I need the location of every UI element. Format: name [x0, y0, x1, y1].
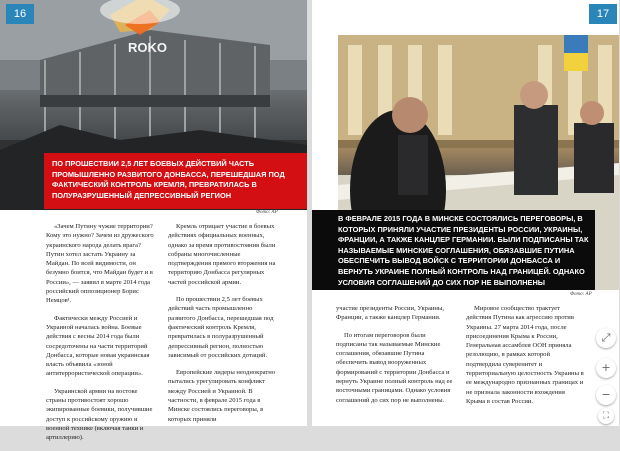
- paragraph: Фактически между Россией и Украиной началась война. Боевые действия с весны 2014 года были сосредоточены на части территорий Донбасса, которые новая украинская власть объявила «зоной антитеррористической операции».: [46, 314, 150, 378]
- left-photo-credit: Фото: AP: [256, 210, 278, 215]
- paragraph: «Зачем Путину чужие территории? Кому это нужно? Зачем из дружеского украинского народа делать врага? Путин хотел застать Украину за Майдан. По всей видимости, он безумно боится, что Майдан будет и в России», — заявил в марте 2014 года российский оппозиционер Борис Немцов¹.: [46, 223, 154, 305]
- right-photo-credit: Фото: AP: [570, 292, 592, 297]
- left-photo-caption: ПО ПРОШЕСТВИИ 2,5 ЛЕТ БОЕВЫХ ДЕЙСТВИЙ ЧАСТЬ ПРОМЫШЛЕННО РАЗВИТОГО ДОНБАССА, ПЕРЕШЕДШАЯ ПОД ФАКТИЧЕСКИЙ КОНТРОЛЬ КРЕМЛЯ, ПРЕВРАТИЛАСЬ В ПОЛУРАЗРУШЕННЫЙ ДЕПРЕССИВНЫЙ РЕГИОН: [44, 153, 307, 209]
- left-page-number: 16: [6, 4, 34, 24]
- paragraph: участие президенты России, Украины, Франции, а также канцлер Германии.: [336, 305, 445, 322]
- right-page-column-1: [336, 304, 456, 413]
- paragraph: По прошествии 2,5 лет боевых действий часть промышленно развитого Донбасса, перешедшая под фактический контроль Кремля, превратилась в полуразрушенный депрессивный регион, полностью зависимый от российских дотаций.: [168, 296, 274, 359]
- airport-sign-text: ROKO: [128, 40, 167, 55]
- fullscreen-button[interactable]: [598, 408, 614, 424]
- expand-button[interactable]: [596, 328, 616, 348]
- paragraph: По итогам переговоров были подписаны так называемые Минские соглашения, обязавшие Путина обеспечить вывод вооруженных формирований с территории Донбасса и вернуть Украине полный контроль над ее восточными границами. Однако условия соглашений до сих пор не выполнены.: [336, 331, 453, 404]
- paragraph: Украинской армии на востоке страны противостоят хорошо экипированные боевики, получившие доступ к российскому оружию и военной технике (включая танки и артиллерию).: [46, 387, 153, 442]
- paragraph: Мировое сообщество трактует действия Путина как агрессию против Украины. 27 марта 2014 года, после присоединения Крыма к России, Генеральная ассамблея ООН приняла резолюцию, в рамках которой подтвердила суверенитет и территориальную целостность Украины в ее международно признанных границах и не признала законности вхождения Крыма в состав России.: [466, 305, 584, 405]
- right-photo-caption: В ФЕВРАЛЕ 2015 ГОДА В МИНСКЕ СОСТОЯЛИСЬ ПЕРЕГОВОРЫ, В КОТОРЫХ ПРИНЯЛИ УЧАСТИЕ ПРЕЗИДЕНТЫ РОССИИ, УКРАИНЫ, ФРАНЦИИ, А ТАКЖЕ КАНЦЛЕР ГЕРМАНИИ. БЫЛИ ПОДПИСАНЫ ТАК НАЗЫВАЕМЫЕ МИНСКИЕ СОГЛАШЕНИЯ, ОБЯЗАВШИЕ ПУТИНА ОБЕСПЕЧИТЬ ВЫВОД ВОЙСК С ТЕРРИТОРИИ ДОНБАССА И ВЕРНУТЬ УКРАИНЕ ПОЛНЫЙ КОНТРОЛЬ НАД ГРАНИЦЕЙ. ОДНАКО УСЛОВИЯ СОГЛАШЕНИЙ ДО СИХ ПОР НЕ ВЫПОЛНЕНЫ: [312, 210, 595, 290]
- left-page-column-1: [46, 222, 158, 451]
- zoom-in-button[interactable]: [596, 358, 616, 378]
- fullscreen-icon: ⛶: [602, 411, 610, 421]
- zoom-out-button[interactable]: [596, 385, 616, 405]
- paragraph: Кремль отрицает участие в боевых действиях официальных военных, однако за время противостояния были собраны многочисленные подтверждения прямого вторжения на территорию Донбасса регулярных частей российской армии.: [168, 223, 276, 286]
- paragraph: Европейские лидеры неоднократно пытались урегулировать конфликт между Россией и Украиной. В частности, в феврале 2015 года в Минске состоялись переговоры, в которых приняли: [168, 369, 276, 423]
- expand-icon: ⤢: [601, 331, 611, 344]
- left-page-column-2: [168, 222, 280, 432]
- right-page-number: 17: [589, 4, 617, 24]
- right-page-column-2: [466, 304, 584, 414]
- plus-icon: +: [601, 361, 611, 374]
- left-page: [0, 0, 307, 442]
- right-page: [312, 0, 619, 426]
- minus-icon: −: [601, 388, 611, 401]
